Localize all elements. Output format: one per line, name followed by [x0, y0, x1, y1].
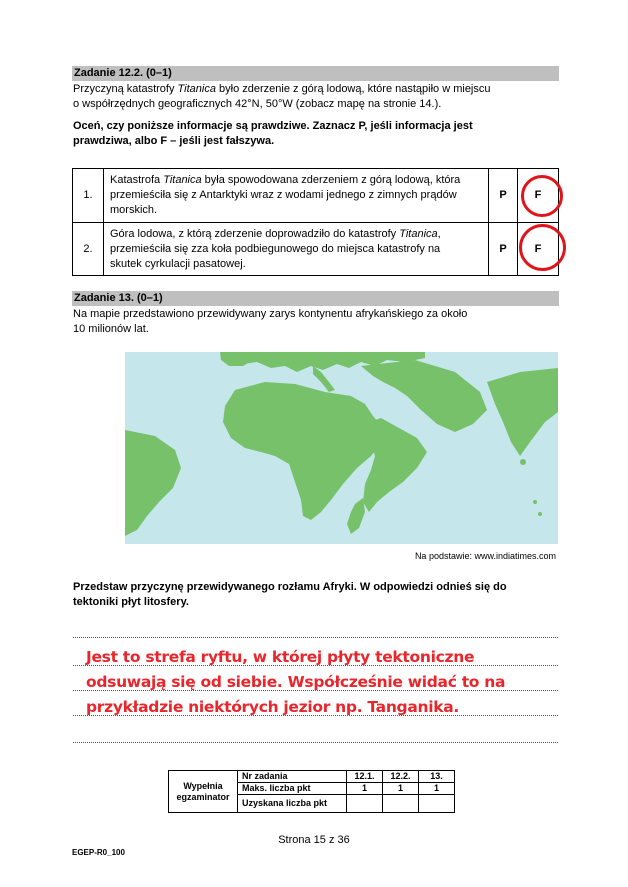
- task-12-2-instruction: [73, 119, 473, 149]
- table-row: [169, 771, 455, 783]
- italy-land: [313, 366, 335, 392]
- africa-west-land: [223, 382, 383, 520]
- island: [520, 459, 526, 465]
- grader-label: [169, 771, 238, 813]
- statement-text: przemieściła się z Antarktyki wraz z wodami jednego z zimnych prądów: [110, 189, 457, 201]
- africa-future-map: [125, 352, 558, 544]
- task-13-header: Zadanie 13. (0–1): [72, 291, 559, 306]
- instruction-line-1: Oceń, czy poniższe informacje są prawdziwe. Zaznacz P, jeśli informacja jest: [73, 120, 473, 132]
- grader-label-1: Wypełnia: [183, 780, 223, 791]
- island: [533, 500, 537, 504]
- max-points-cell: 1: [347, 783, 383, 795]
- intro-text-cont: było zderzenie z górą lodową, które nastąpiło w miejscu: [215, 83, 491, 95]
- task-13-intro: [73, 307, 467, 337]
- madagascar-land: [347, 498, 365, 534]
- row-number: 1.: [73, 169, 104, 223]
- task-12-2-header: Zadanie 12.2. (0–1): [72, 66, 559, 81]
- iberia-land: [220, 352, 255, 366]
- grading-table: [168, 770, 455, 813]
- grader-label-2: egzaminator: [176, 791, 230, 802]
- answer-dotted-line-5: [73, 742, 558, 743]
- table-row: [73, 223, 559, 276]
- answer-line-2: odsuwają się od siebie. Współcześnie widać to na: [86, 673, 506, 691]
- task-number-label: Nr zadania: [238, 771, 347, 783]
- statement-italic: Titanica: [163, 174, 202, 186]
- obtained-points-input[interactable]: [383, 795, 419, 813]
- answer-mark-circle-1: [521, 175, 563, 217]
- statement-text: morskich.: [110, 204, 158, 216]
- map-image: [125, 352, 558, 544]
- intro-line-2: o współrzędnych geograficznych 42°N, 50°W (zobacz mapę na stronie 14.).: [73, 98, 442, 110]
- statement-text: skutek cyrkulacji pasatowej.: [110, 257, 246, 270]
- true-false-table: [72, 168, 559, 276]
- option-p-1[interactable]: P: [489, 169, 518, 223]
- option-p-2[interactable]: P: [489, 223, 518, 276]
- task-number-cell: 13.: [419, 771, 455, 783]
- max-points-cell: 1: [419, 783, 455, 795]
- south-america-land: [125, 430, 181, 536]
- task-number-cell: 12.2.: [383, 771, 419, 783]
- option-f-1[interactable]: F: [518, 169, 559, 223]
- africa-east-block: [363, 418, 427, 512]
- obtained-points-input[interactable]: [419, 795, 455, 813]
- answer-line-3: przykładzie niektórych jezior np. Tanganika.: [86, 698, 460, 716]
- answer-mark-circle-2: [519, 224, 566, 271]
- statement-text: przemieściła się zza koła podbiegunowego do miejsca katastrofy na: [110, 242, 441, 255]
- max-points-cell: 1: [383, 783, 419, 795]
- intro-italic: Titanica: [177, 83, 216, 95]
- task-12-2-intro: [73, 82, 491, 112]
- answer-dotted-line-1: [73, 637, 558, 638]
- statement-text: Góra lodowa, z którą zderzenie doprowadziło do katastrofy: [110, 227, 400, 240]
- exam-code: EGEP-R0_100: [72, 848, 125, 857]
- island: [538, 512, 542, 516]
- intro-line-2: 10 milionów lat.: [73, 323, 149, 335]
- statement-text: była spowodowana zderzeniem z górą lodową, która: [201, 174, 461, 186]
- page-number: Strona 15 z 36: [278, 834, 350, 846]
- obtained-points-label: Uzyskana liczba pkt: [238, 795, 347, 813]
- map-source: Na podstawie: www.indiatimes.com: [414, 551, 556, 561]
- statement-1: [104, 169, 489, 223]
- max-points-label: Maks. liczba pkt: [238, 783, 347, 795]
- statement-text: Katastrofa: [110, 174, 164, 186]
- answer-line-1: Jest to strefa ryftu, w której płyty tektoniczne: [86, 648, 475, 666]
- obtained-points-input[interactable]: [347, 795, 383, 813]
- statement-text: ,: [437, 227, 441, 240]
- india-land: [487, 368, 558, 456]
- question-line-1: Przedstaw przyczynę przewidywanego rozłamu Afryki. W odpowiedzi odnieś się do: [73, 581, 507, 593]
- intro-text: Przyczyną katastrofy: [73, 83, 178, 95]
- handwritten-answer[interactable]: [86, 645, 505, 720]
- row-number: 2.: [73, 223, 104, 276]
- question-line-2: tektoniki płyt litosfery.: [73, 596, 189, 608]
- table-row: [73, 169, 559, 223]
- instruction-line-2: prawdziwa, albo F – jeśli jest fałszywa.: [73, 135, 275, 147]
- statement-italic: Titanica: [399, 227, 438, 240]
- option-f-2[interactable]: F: [518, 223, 559, 276]
- intro-line-1: Na mapie przedstawiono przewidywany zarys kontynentu afrykańskiego za około: [73, 308, 468, 320]
- task-13-question: [73, 580, 507, 610]
- statement-2: [104, 223, 489, 276]
- task-number-cell: 12.1.: [347, 771, 383, 783]
